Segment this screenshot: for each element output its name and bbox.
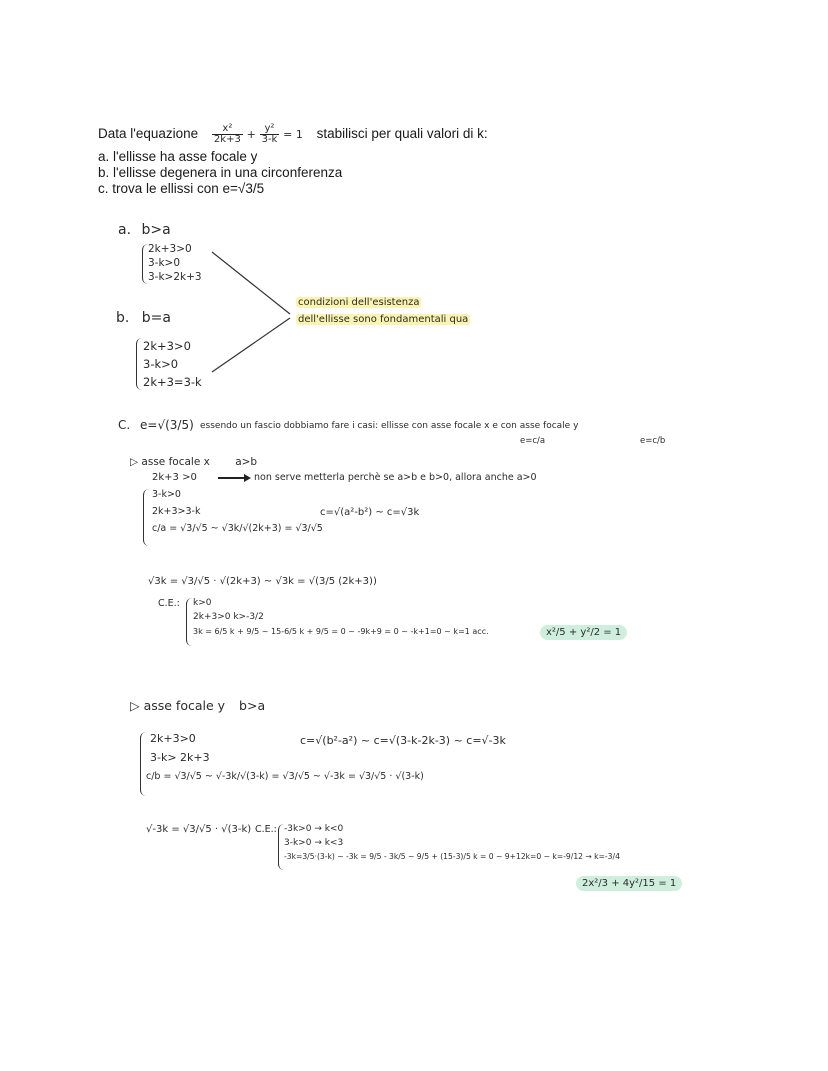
part-c-description: essendo un fascio dobbiamo fare i casi: ellisse con asse focale x e con asse focale y	[200, 421, 579, 431]
case-x-arrow-note: non serve metterla perchè se a>b e b>0, allora anche a>0	[254, 472, 537, 483]
problem-equation-line: Data l'equazione $\frac{\text{x²}}{2k+3}$ + $\frac{\text{y²}}{3-k}$ = 1 stabilisci per quali valori di k:	[98, 123, 488, 145]
connector-b-line	[212, 318, 290, 372]
eq-term-y: $\frac{\text{y²}}{3-k}$	[261, 123, 278, 145]
case-y-ce-2: 3-k>0 → k<3	[284, 838, 344, 848]
problem-item-c: c. trova le ellissi con e=√3/5	[98, 181, 265, 196]
case-x-sys-3: c/a = √3/√5 ~ √3k/√(2k+3) = √3/√5	[152, 523, 323, 534]
problem-suffix: stabilisci per quali valori di k:	[316, 126, 488, 142]
case-y-sys-3: c/b = √3/√5 ~ √-3k/√(3-k) = √3/√5 ~ √-3k = √3/√5 · √(3-k)	[146, 771, 424, 782]
part-b-sys-1: 2k+3>0	[143, 339, 191, 353]
part-b-sys-3: 2k+3=3-k	[143, 375, 202, 389]
case-x-ce-2: 2k+3>0 k>-3/2	[193, 612, 264, 622]
case-y-ce-1: -3k>0 → k<0	[284, 824, 344, 834]
case-x-result: x²/5 + y²/2 = 1	[540, 627, 627, 638]
case-y-sys-1: 2k+3>0	[150, 732, 196, 745]
case-x-sys-2: 2k+3>3-k	[152, 506, 201, 517]
note-line-2: dell'ellisse sono fondamentali qua	[298, 314, 469, 325]
part-b-header: b. b=a	[116, 310, 171, 326]
case-x-ce-3: 3k = 6/5 k + 9/5 ~ 15-6/5 k + 9/5 = 0 ~ -9k+9 = 0 ~ -k+1=0 ~ k=1 acc.	[193, 627, 489, 636]
case-x-ce-brace	[186, 598, 192, 646]
part-a-sys-3: 3-k>2k+3	[148, 271, 202, 283]
connector-a-line	[212, 252, 290, 314]
case-y-c-formula: c=√(b²-a²) ~ c=√(3-k-2k-3) ~ c=√-3k	[300, 734, 506, 747]
case-x-c-formula: c=√(a²-b²) ~ c=√3k	[320, 507, 420, 518]
part-c-header: C. e=√(3/5)	[118, 418, 194, 432]
note-line-1: condizioni dell'esistenza	[298, 297, 420, 308]
case-x-ce-1: k>0	[193, 598, 212, 608]
part-a-header: a. b>a	[118, 222, 171, 238]
case-x-line-1: 2k+3 >0	[152, 472, 197, 483]
case-y-ce-label: C.E.:	[255, 824, 277, 835]
arrow-head-icon	[244, 474, 251, 482]
part-a-sys-2: 3-k>0	[148, 257, 181, 269]
case-y-ce-3: -3k=3/5·(3-k) ~ -3k = 9/5 - 3k/5 ~ 9/5 + (15-3)/5 k = 0 ~ 9+12k=0 ~ k=-9/12 → k=-3/4	[284, 852, 620, 861]
case-x-eq1: √3k = √3/√5 · √(2k+3) ~ √3k = √(3/5 (2k+3))	[148, 576, 377, 587]
case-y-result: 2x²/3 + 4y²/15 = 1	[576, 878, 682, 889]
problem-item-a: a. l'ellisse ha asse focale y	[98, 149, 258, 164]
problem-item-b: b. l'ellisse degenera in una circonferenza	[98, 165, 343, 180]
case-x-header: ▷ asse focale x a>b	[130, 456, 258, 468]
case-y-header: ▷ asse focale y b>a	[130, 698, 266, 713]
ex-formula: e=c/a	[520, 436, 546, 446]
case-x-sys-1: 3-k>0	[152, 489, 181, 500]
part-b-brace	[136, 338, 142, 390]
problem-intro: Data l'equazione	[98, 126, 199, 142]
part-b-sys-2: 3-k>0	[143, 357, 179, 371]
case-y-brace	[140, 732, 146, 796]
case-x-ce-label: C.E.:	[158, 598, 180, 609]
ey-formula: e=c/b	[640, 436, 666, 446]
case-y-eq1: √-3k = √3/√5 · √(3-k)	[146, 824, 252, 835]
eq-rhs: = 1	[283, 128, 303, 142]
case-y-sys-2: 3-k> 2k+3	[150, 751, 210, 764]
eq-term-x: $\frac{\text{x²}}{2k+3}$	[213, 123, 241, 145]
part-a-sys-1: 2k+3>0	[148, 243, 192, 255]
case-x-brace	[143, 489, 149, 546]
